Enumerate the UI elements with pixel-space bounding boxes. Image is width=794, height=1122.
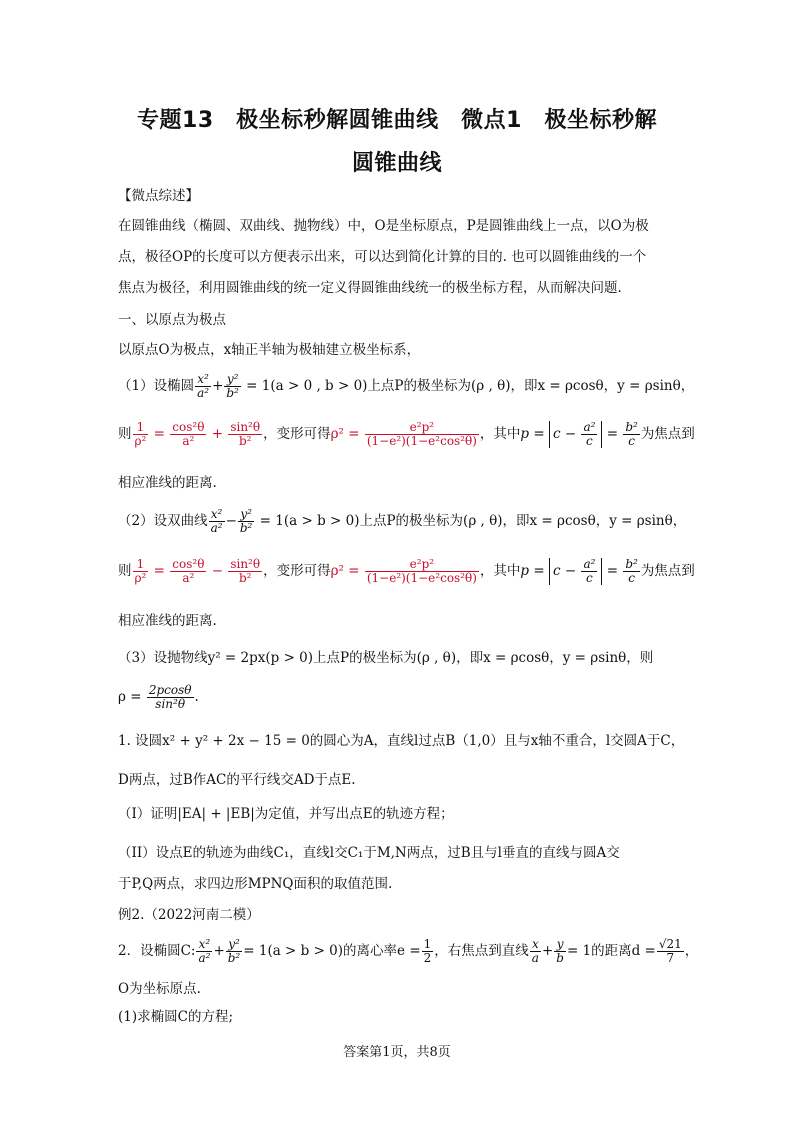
frac-y2-b2: $\frac{\text{y²}}{\text{b²}}$ [226, 372, 239, 400]
problem1-line1: 1. 设圆x² + y² + 2x − 15 = 0的圆心为A，直线l过点B（1,0）且与x轴不重合，l交圆A于C， [118, 733, 685, 749]
item1-rho2: ρ² = $\frac{\text{e²p²}}{\text{(1−e²)(1−e²cos²θ)}}$ [330, 420, 477, 448]
item1-then: 则 [118, 426, 132, 442]
example2-line2: O为坐标原点. [118, 981, 201, 997]
problem1-part-ii-line1: （II）设点E的轨迹为曲线C₁，直线l交C₁于M,N两点，过B且与l垂直的直线与圆A交 [118, 845, 620, 861]
item2-rho2: ρ² = $\frac{\text{e²p²}}{\text{(1−e²)(1−e²cos²θ)}}$ [330, 557, 477, 585]
item2-line2 [118, 557, 695, 585]
frac-x2-a2-h: $\frac{\text{x²}}{\text{a²}}$ [210, 507, 223, 535]
item1-text: 上点P的极坐标为(ρ , θ)，即x = ρcosθ，y = ρsinθ， [367, 378, 695, 394]
frac-2pcos-sin2: $\frac{2pcos\theta}{\text{sin²θ}}$ [148, 683, 192, 711]
item2-then: 则 [118, 563, 132, 579]
page-title-line2: 圆锥曲线 [351, 151, 442, 176]
item2-cond: (a > b > 0) [283, 513, 360, 529]
item1-focus: 为焦点到 [640, 426, 695, 442]
item1-line1: （1）设椭圆 $\frac{\text{x²}}{\text{a²}}$ + $\frac{\text{y²}}{\text{b²}}$ = 1(a > 0 , b > 0)上点P的极坐标为(ρ , θ)，即x = ρcosθ，y = ρsinθ， [118, 372, 695, 400]
problem1-line2: D两点，过B作AC的平行线交AD于点E. [118, 772, 356, 788]
example2-q1: (1)求椭圆C的方程; [118, 1009, 234, 1025]
page-footer: 答案第1页，共8页 [343, 1045, 451, 1060]
item2-line1: （2）设双曲线 $\frac{\text{x²}}{\text{a²}}$ − $\frac{\text{y²}}{\text{b²}}$ = 1(a > b > 0)上点P的极坐标为(ρ , θ)，即x = ρcosθ，y = ρsinθ， [118, 507, 687, 535]
item2-focus: 为焦点到 [640, 563, 695, 579]
item1-p-def: p = c − $\frac{\text{a²}}{c}$ = $\frac{\text{b²}}{c}$ [520, 420, 638, 448]
frac-x2-a2: $\frac{\text{x²}}{\text{a²}}$ [197, 372, 210, 400]
frac-e: $\frac{1}{2}$ [423, 937, 432, 965]
intro-line-1: 在圆锥曲线（椭圆、双曲线、抛物线）中，O是坐标原点，P是圆锥曲线上一点，以O为极 [118, 218, 649, 234]
example2-label: 例2.（2022河南二模） [118, 907, 260, 923]
problem1-part-ii-line2: 于P,Q两点，求四边形MPNQ面积的取值范围. [118, 876, 393, 892]
frac-y2-b2-h: $\frac{\text{y²}}{\text{b²}}$ [239, 507, 253, 535]
example2-line1: 2．设椭圆C: $\frac{\text{x²}}{\text{a²}}$ + $\frac{\text{y²}}{\text{b²}}$ = 1(a > b > 0)的离心率e = $\frac{1}{2}$ ，右焦点到直线 $\frac{x}{a}$ + $\frac{y}{b}$ = 1的距离d = $\frac{√21}{7}$ ， [118, 937, 699, 965]
page-title-line1: 专题13 极坐标秒解圆锥曲线 微点1 极坐标秒解 [137, 108, 657, 133]
item2-prefix: （2）设双曲线 [118, 513, 208, 529]
section-header: 【微点综述】 [118, 188, 199, 204]
frac-d: $\frac{√21}{7}$ [658, 937, 682, 965]
item2-transform: ，变形可得 [263, 563, 331, 579]
item1-transform: ，变形可得 [263, 426, 331, 442]
part1-intro: 以原点O为极点，x轴正半轴为极轴建立极坐标系， [118, 342, 421, 358]
intro-line-2: 点，极径OP的长度可以方便表示出来，可以达到简化计算的目的. 也可以圆锥曲线的一个 [118, 249, 647, 265]
part1-heading: 一、以原点为极点 [118, 312, 226, 328]
item3-result: ρ = $\frac{2pcos\theta}{\text{sin²θ}}$ . [118, 683, 199, 711]
item1-formula: $\frac{1}{\text{ρ²}}$ = $\frac{\text{cos²θ}}{\text{a²}}$ + $\frac{\text{sin²θ}}{\text{b²}}$ [134, 420, 261, 448]
item3-line1: （3）设抛物线y² = 2px(p > 0)上点P的极坐标为(ρ , θ)，即x = ρcosθ，y = ρsinθ，则 [118, 650, 654, 666]
item1-line2 [118, 420, 695, 448]
item1-tail: 相应准线的距离. [118, 475, 217, 491]
item2-p-def: p = c − $\frac{\text{a²}}{c}$ = $\frac{\text{b²}}{c}$ [520, 557, 638, 585]
problem1-part-i: （I）证明|EA| + |EB|为定值，并写出点E的轨迹方程； [118, 806, 454, 822]
item1-cond: (a > 0 , b > 0) [270, 378, 368, 394]
intro-line-3: 焦点为极径，利用圆锥曲线的统一定义得圆锥曲线统一的极坐标方程，从而解决问题. [118, 280, 622, 296]
item2-formula: $\frac{1}{\text{ρ²}}$ = $\frac{\text{cos²θ}}{\text{a²}}$ − $\frac{\text{sin²θ}}{\text{b²}}$ [134, 557, 261, 585]
item2-text: 上点P的极坐标为(ρ , θ)，即x = ρcosθ，y = ρsinθ， [359, 513, 687, 529]
item2-where: ，其中 [479, 563, 521, 579]
item1-where: ，其中 [479, 426, 521, 442]
item2-tail: 相应准线的距离. [118, 613, 217, 629]
item1-prefix: （1）设椭圆 [118, 378, 195, 394]
